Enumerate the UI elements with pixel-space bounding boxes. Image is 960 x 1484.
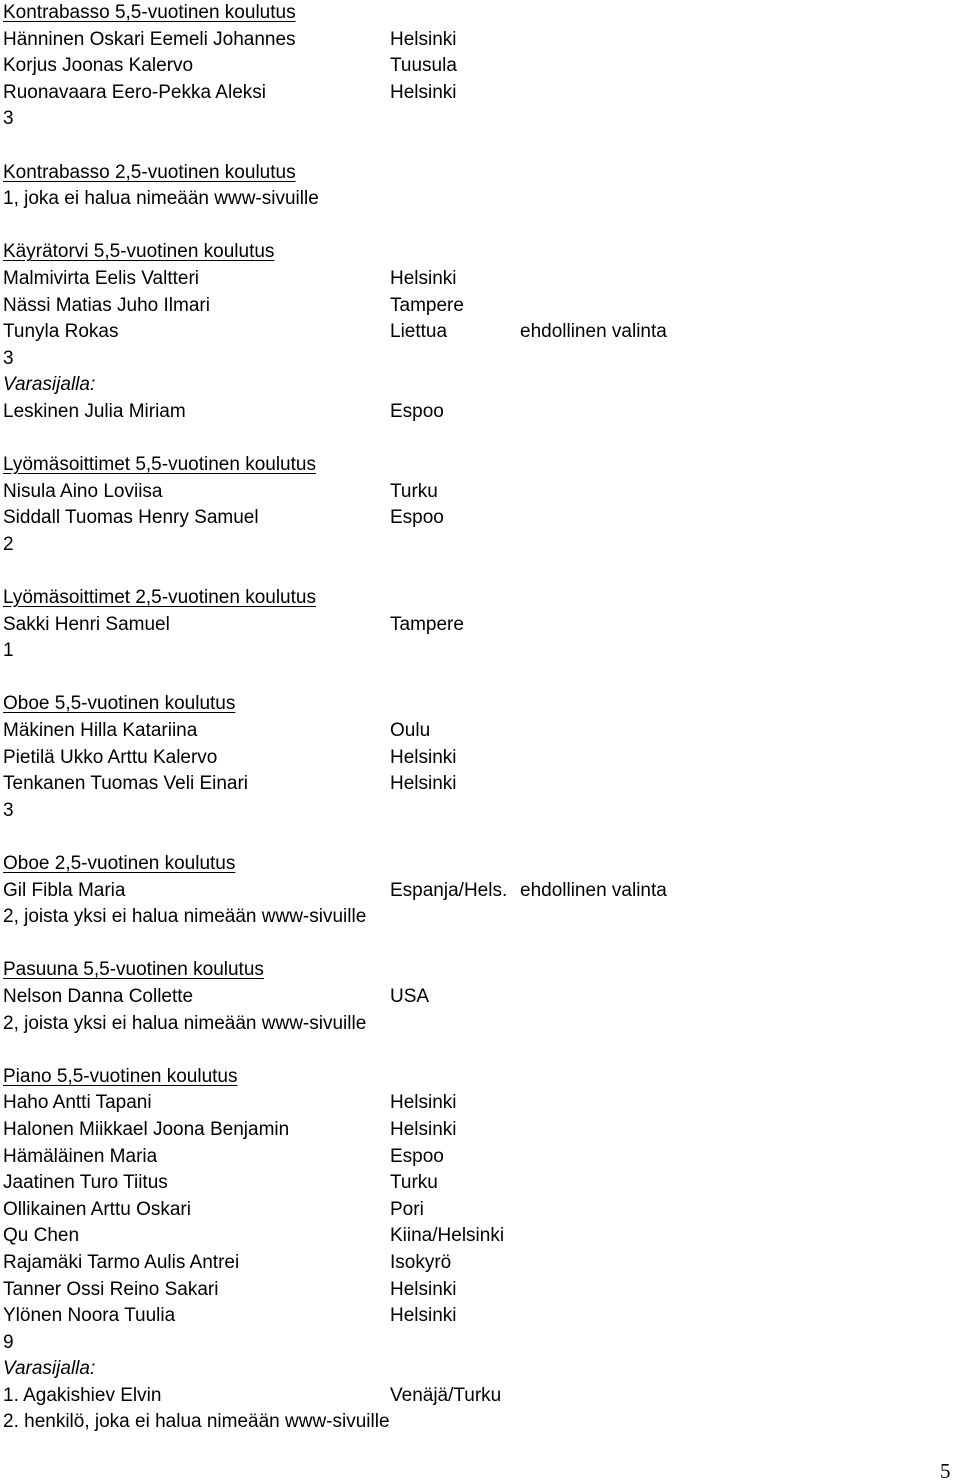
program-heading: Lyömäsoittimet 2,5-vuotinen koulutus — [3, 587, 316, 609]
program-section — [3, 1064, 943, 1436]
student-name: Nisula Aino Loviisa — [3, 480, 163, 502]
student-row — [3, 319, 943, 346]
admitted-count: 3 — [3, 799, 14, 821]
student-row — [3, 293, 943, 320]
student-row — [3, 1144, 943, 1171]
admitted-count: 1, joka ei halua nimeään www-sivuille — [3, 188, 319, 210]
student-hometown: Tuusula — [390, 55, 457, 77]
student-hometown: Helsinki — [390, 1118, 457, 1140]
student-name: Jaatinen Turo Tiitus — [3, 1172, 168, 1194]
student-row — [3, 1170, 943, 1197]
student-hometown: Espoo — [390, 507, 444, 529]
student-name: Siddall Tuomas Henry Samuel — [3, 507, 259, 529]
student-name: Sakki Henri Samuel — [3, 613, 170, 635]
student-row — [3, 612, 943, 639]
admitted-count: 9 — [3, 1331, 14, 1353]
admitted-count: 3 — [3, 347, 14, 369]
student-hometown: Tampere — [390, 294, 464, 316]
student-hometown: Turku — [390, 480, 438, 502]
reserve-row — [3, 399, 943, 426]
student-name: Tunyla Rokas — [3, 321, 119, 343]
student-name: Rajamäki Tarmo Aulis Antrei — [3, 1251, 240, 1273]
student-name: Ruonavaara Eero-Pekka Aleksi — [3, 81, 266, 103]
admitted-count: 2, joista yksi ei halua nimeään www-sivuille — [3, 906, 367, 928]
student-row — [3, 479, 943, 506]
student-hometown: Liettua — [390, 321, 448, 343]
page-number: 5 — [940, 1459, 951, 1483]
student-name: Nelson Danna Collette — [3, 985, 194, 1007]
program-heading: Kontrabasso 5,5-vuotinen koulutus — [3, 2, 296, 23]
student-row — [3, 1277, 943, 1304]
reserve-label: Varasijalla: — [3, 374, 96, 396]
student-row — [3, 1117, 943, 1144]
student-hometown: Kiina/Helsinki — [390, 1225, 505, 1247]
admitted-count: 2, joista yksi ei halua nimeään www-sivuille — [3, 1012, 367, 1034]
admitted-count: 2 — [3, 533, 14, 555]
section-spacer — [3, 931, 943, 958]
student-hometown: Helsinki — [390, 267, 457, 289]
student-hometown: Helsinki — [390, 1092, 457, 1114]
program-heading: Käyrätorvi 5,5-vuotinen koulutus — [3, 241, 275, 263]
student-name: 2. henkilö, joka ei halua nimeään www-sivuille — [3, 1411, 390, 1433]
student-name: Ylönen Noora Tuulia — [3, 1305, 176, 1327]
admission-note: ehdollinen valinta — [520, 879, 667, 901]
student-row — [3, 505, 943, 532]
program-section — [3, 691, 943, 851]
program-section — [3, 239, 943, 452]
program-section — [3, 0, 943, 160]
student-row — [3, 1250, 943, 1277]
program-section — [3, 957, 943, 1063]
admitted-count: 3 — [3, 108, 14, 130]
student-name: Hänninen Oskari Eemeli Johannes — [3, 28, 296, 50]
program-heading: Kontrabasso 2,5-vuotinen koulutus — [3, 161, 296, 183]
student-row — [3, 1090, 943, 1117]
section-spacer — [3, 1037, 943, 1064]
admission-note: ehdollinen valinta — [520, 321, 667, 343]
student-hometown: Helsinki — [390, 28, 457, 50]
student-hometown: Helsinki — [390, 773, 457, 795]
student-hometown: USA — [390, 985, 430, 1007]
student-hometown: Helsinki — [390, 746, 457, 768]
program-heading: Pasuuna 5,5-vuotinen koulutus — [3, 959, 264, 981]
student-row — [3, 718, 943, 745]
program-heading: Piano 5,5-vuotinen koulutus — [3, 1065, 238, 1087]
student-name: 1. Agakishiev Elvin — [3, 1384, 162, 1406]
program-section — [3, 452, 943, 585]
student-hometown: Espoo — [390, 1145, 444, 1167]
student-hometown: Turku — [390, 1172, 438, 1194]
student-hometown: Tampere — [390, 613, 464, 635]
section-spacer — [3, 213, 943, 240]
student-name: Ollikainen Arttu Oskari — [3, 1198, 191, 1220]
section-spacer — [3, 426, 943, 453]
student-hometown: Helsinki — [390, 81, 457, 103]
document-body — [3, 0, 943, 1436]
student-row — [3, 1197, 943, 1224]
student-row — [3, 878, 943, 905]
program-heading: Lyömäsoittimet 5,5-vuotinen koulutus — [3, 454, 316, 476]
student-hometown: Helsinki — [390, 1305, 457, 1327]
student-name: Gil Fibla Maria — [3, 879, 126, 901]
student-hometown: Helsinki — [390, 1278, 457, 1300]
program-heading: Oboe 5,5-vuotinen koulutus — [3, 693, 236, 715]
student-name: Leskinen Julia Miriam — [3, 400, 186, 422]
student-row — [3, 266, 943, 293]
student-hometown: Oulu — [390, 720, 431, 742]
student-hometown: Venäjä/Turku — [390, 1384, 502, 1406]
program-section — [3, 160, 943, 240]
reserve-row — [3, 1383, 943, 1410]
student-row — [3, 53, 943, 80]
student-name: Hämäläinen Maria — [3, 1145, 158, 1167]
student-hometown: Isokyrö — [390, 1251, 452, 1273]
student-name: Korjus Joonas Kalervo — [3, 55, 194, 77]
admitted-count: 1 — [3, 640, 14, 662]
student-hometown: Pori — [390, 1198, 424, 1220]
student-row — [3, 80, 943, 107]
student-row — [3, 745, 943, 772]
program-heading: Oboe 2,5-vuotinen koulutus — [3, 853, 236, 874]
program-section — [3, 585, 943, 691]
section-spacer — [3, 665, 943, 692]
student-name: Pietilä Ukko Arttu Kalervo — [3, 746, 218, 768]
student-name: Mäkinen Hilla Katariina — [3, 720, 198, 742]
student-name: Malmivirta Eelis Valtteri — [3, 267, 200, 289]
student-row — [3, 984, 943, 1011]
reserve-label: Varasijalla: — [3, 1358, 96, 1380]
reserve-row — [3, 1409, 943, 1436]
student-row — [3, 1303, 943, 1330]
student-row — [3, 27, 943, 54]
student-row — [3, 771, 943, 798]
student-row — [3, 1223, 943, 1250]
student-hometown: Espoo — [390, 400, 444, 422]
program-section — [3, 851, 943, 957]
student-name: Qu Chen — [3, 1225, 80, 1247]
student-name: Tanner Ossi Reino Sakari — [3, 1278, 219, 1300]
student-name: Tenkanen Tuomas Veli Einari — [3, 773, 249, 795]
student-hometown: Espanja/Hels. — [390, 879, 508, 901]
student-name: Nässi Matias Juho Ilmari — [3, 294, 210, 316]
section-spacer — [3, 824, 943, 851]
section-spacer — [3, 133, 943, 160]
student-name: Haho Antti Tapani — [3, 1092, 152, 1114]
section-spacer — [3, 558, 943, 585]
student-name: Halonen Miikkael Joona Benjamin — [3, 1118, 290, 1140]
